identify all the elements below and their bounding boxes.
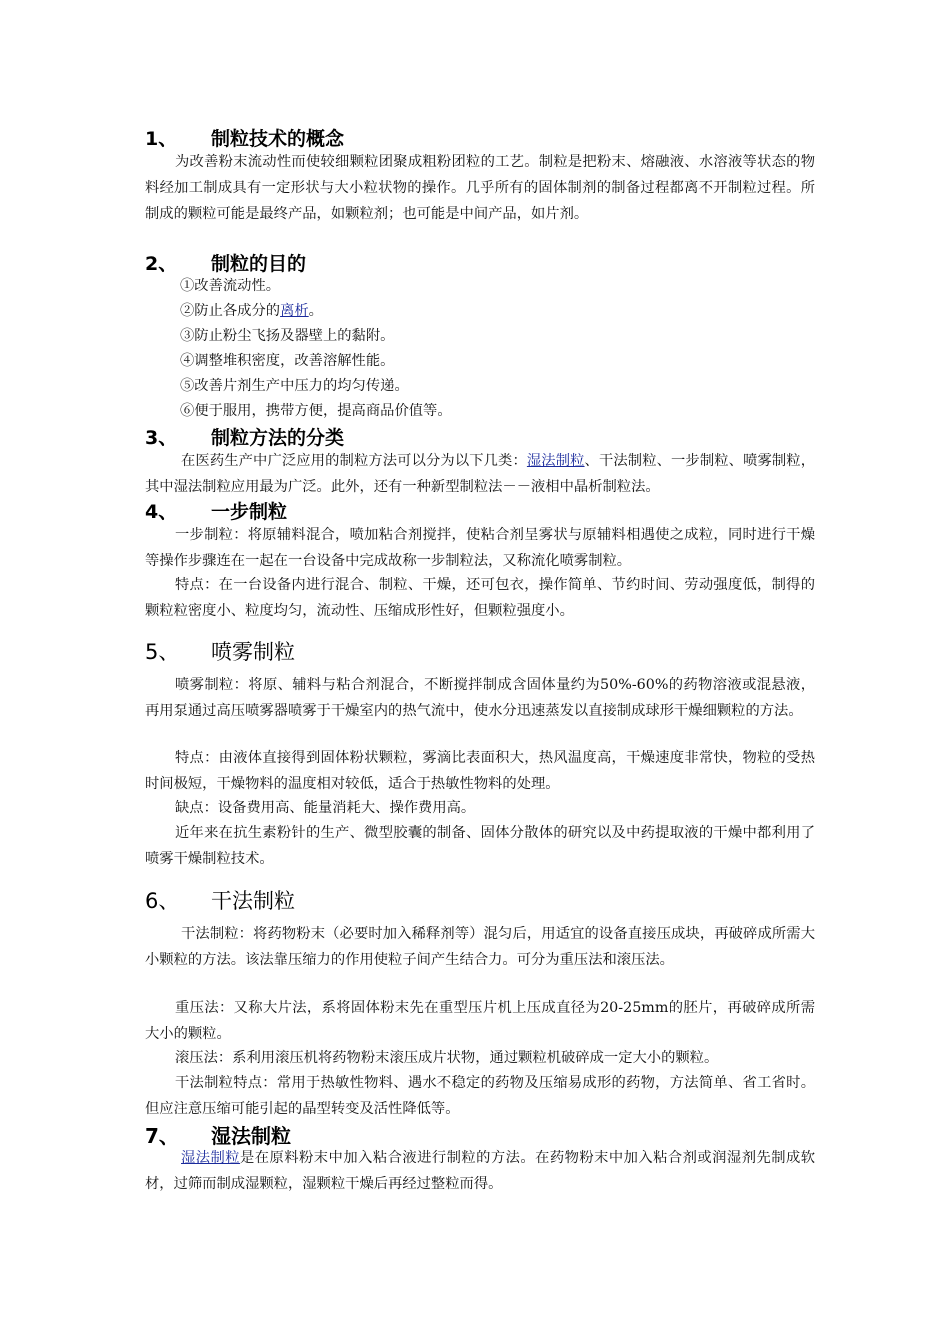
section-number: 4、 — [145, 501, 178, 523]
paragraph-text: 在医药生产中广泛应用的制粒方法可以分为以下几类： — [181, 453, 527, 469]
link-wet-granulation[interactable]: 湿法制粒 — [526, 453, 585, 469]
link-wet-granulation[interactable]: 湿法制粒 — [181, 1150, 241, 1166]
section-6-paragraph-3: 滚压法：系利用滚压机将药物粉末滚压成片状物，通过颗粒机破碎成一定大小的颗粒。 — [175, 1050, 719, 1066]
section-6-paragraph-4: 干法制粒特点：常用于热敏性物料、遇水不稳定的药物及压缩易成形的药物，方法简单、省工省时。但应注意压缩可能引起的晶型转变及活性降低等。 — [145, 1075, 815, 1117]
section-title: 制粒方法的分类 — [211, 427, 345, 449]
list-item: ⑤改善片剂生产中压力的均匀传递。 — [180, 378, 409, 394]
section-5-paragraph-1: 喷雾制粒：将原、辅料与粘合剂混合，不断搅拌制成含固体量约为50%-60%的药物溶液或混悬液，再用泵通过高压喷雾器喷雾于干燥室内的热气流中，使水分迅速蒸发以直接制成球形干燥细颗粒的方法。 — [145, 677, 815, 719]
section-title: 一步制粒 — [211, 501, 288, 523]
link-lixi[interactable]: 离析 — [280, 303, 309, 319]
section-title: 制粒的目的 — [211, 253, 307, 275]
section-1-paragraph: 为改善粉末流动性而使较细颗粒团聚成粗粉团粒的工艺。制粒是把粉末、熔融液、水溶液等状态的物料经加工制成具有一定形状与大小粒状物的操作。几乎所有的固体制剂的制备过程都离不开制粒过程。所制成的颗粒可能是最终产品，如颗粒剂；也可能是中间产品，如片剂。 — [145, 154, 815, 222]
section-6-paragraph-2: 重压法：又称大片法，系将固体粉末先在重型压片机上压成直径为20-25mm的胚片，再破碎成所需大小的颗粒。 — [145, 1000, 815, 1042]
section-3-paragraph — [145, 448, 815, 500]
list-item-text: ②防止各成分的 — [180, 303, 281, 319]
section-number: 3、 — [145, 427, 178, 449]
section-6-heading — [145, 885, 295, 915]
list-item — [180, 298, 323, 324]
section-4-paragraph-2: 特点：在一台设备内进行混合、制粒、干燥，还可包衣，操作简单、节约时间、劳动强度低，制得的颗粒粒密度小、粒度均匀，流动性、压缩成形性好，但颗粒强度小。 — [145, 577, 815, 619]
section-number: 5、 — [145, 640, 180, 664]
section-number: 7、 — [145, 1124, 179, 1148]
section-number: 2、 — [145, 253, 178, 275]
section-1-heading — [145, 124, 344, 151]
section-6-paragraph-1: 干法制粒：将药物粉末（必要时加入稀释剂等）混匀后，用适宜的设备直接压成块，再破碎成所需大小颗粒的方法。该法靠压缩力的作用使粒子间产生结合力。可分为重压法和滚压法。 — [145, 926, 815, 968]
section-title: 湿法制粒 — [211, 1124, 291, 1148]
section-title: 干法制粒 — [211, 889, 295, 913]
section-number: 6、 — [145, 889, 180, 913]
section-4-heading — [145, 497, 287, 524]
section-2-heading — [145, 249, 306, 276]
list-item: ⑥便于服用，携带方便，提高商品价值等。 — [180, 403, 452, 419]
section-4-paragraph-1: 一步制粒：将原辅料混合，喷加粘合剂搅拌，使粘合剂呈雾状与原辅料相遇使之成粒，同时进行干燥等操作步骤连在一起在一台设备中完成故称一步制粒法，又称流化喷雾制粒。 — [145, 527, 815, 569]
section-5-paragraph-3: 缺点：设备费用高、能量消耗大、操作费用高。 — [175, 800, 476, 816]
section-5-paragraph-4: 近年来在抗生素粉针的生产、微型胶囊的制备、固体分散体的研究以及中药提取液的干燥中都利用了喷雾干燥制粒技术。 — [145, 825, 815, 867]
section-title: 制粒技术的概念 — [211, 128, 345, 150]
section-5-heading — [145, 636, 295, 666]
section-7-paragraph — [145, 1145, 815, 1197]
list-item-text: 。 — [308, 303, 323, 319]
list-item: ③防止粉尘飞扬及器壁上的黏附。 — [180, 328, 395, 344]
section-3-heading — [145, 423, 344, 450]
section-number: 1、 — [145, 128, 178, 150]
paragraph-text: 是在原料粉末中加入粘合液进行制粒的方法。在药物粉末中加入粘合剂或润湿剂先制成软材，过筛而制成湿颗粒，湿颗粒干燥后再经过整粒而得。 — [145, 1150, 816, 1192]
section-title: 喷雾制粒 — [211, 640, 295, 664]
section-5-paragraph-2: 特点：由液体直接得到固体粉状颗粒，雾滴比表面积大，热风温度高，干燥速度非常快，物粒的受热时间极短，干燥物料的温度相对较低，适合于热敏性物料的处理。 — [145, 750, 815, 792]
list-item: ④调整堆积密度，改善溶解性能。 — [180, 353, 395, 369]
paragraph-text: 、干法制粒、一步制粒、喷雾制粒，其中湿法制粒应用最为广泛。此外，还有一种新型制粒法－－液相中晶析制粒法。 — [145, 453, 816, 495]
list-item: ①改善流动性。 — [180, 278, 281, 294]
